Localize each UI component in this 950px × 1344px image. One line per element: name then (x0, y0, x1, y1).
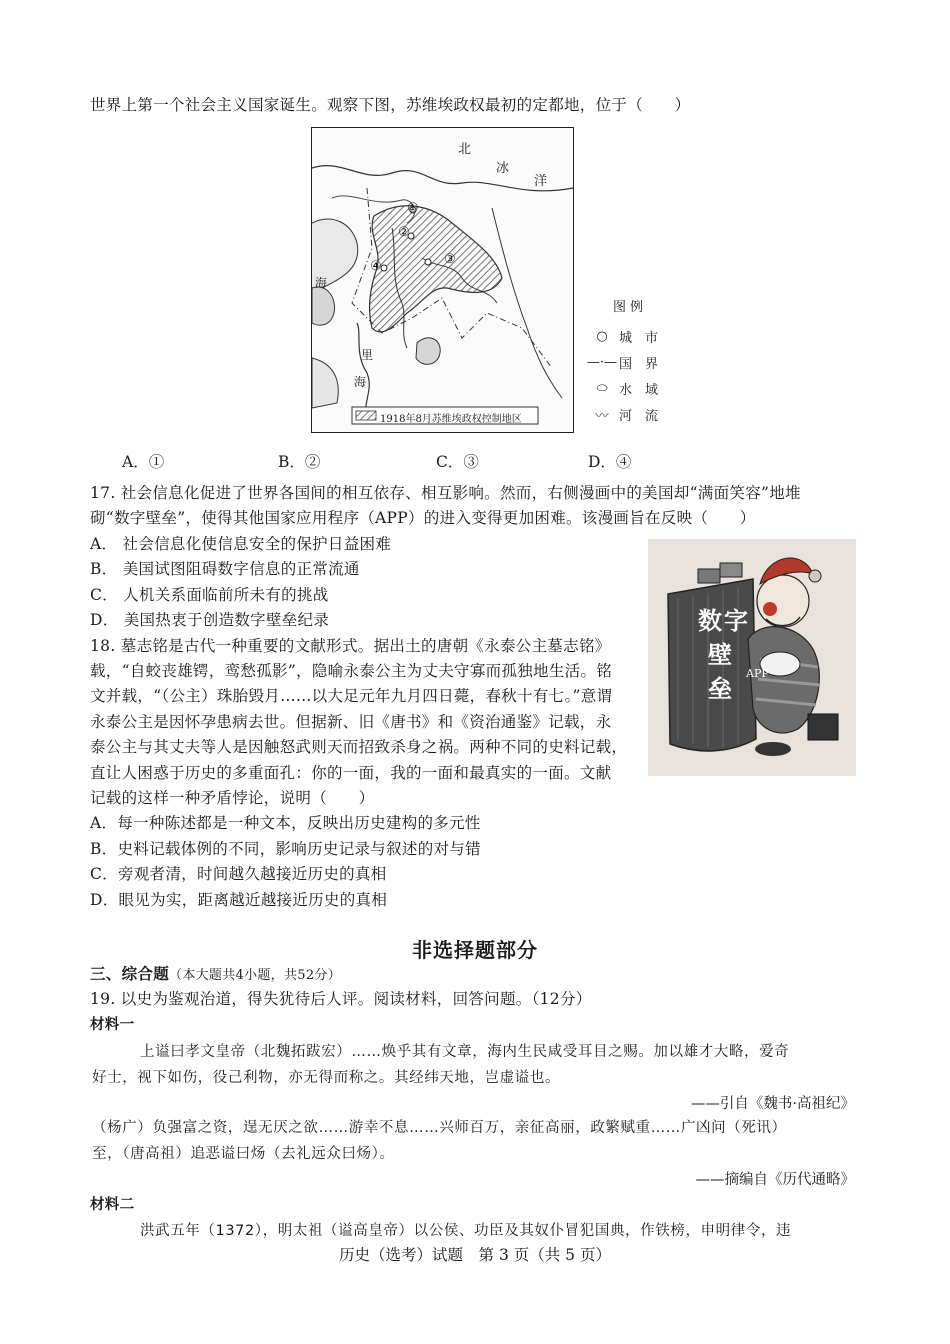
cartoon-drawing (648, 539, 856, 776)
material-1-line-4: 至，（唐高祖）追恶谥曰炀（去礼远众曰炀）。 (92, 1146, 395, 1162)
marker-1: ① (407, 201, 419, 216)
legend-row (585, 349, 675, 375)
section-heading-note: （本大题共4小题，共52分） (169, 968, 342, 983)
wall-char-2: 字 (724, 606, 748, 635)
legend-row (585, 323, 675, 349)
q17-option-d[interactable]: D． 美国热衷于创造数字壁垒纪录 (90, 611, 330, 629)
q17-option-a[interactable]: A． 社会信息化使信息安全的保护日益困难 (90, 535, 392, 553)
marker-3: ③ (444, 252, 456, 267)
q16-option-a[interactable]: A．① (122, 453, 165, 471)
q18-line-6: 直让人困惑于历史的多重面孔：你的一面，我的一面和最真实的一面。文献 (90, 764, 612, 782)
q16-stem: 世界上第一个社会主义国家诞生。观察下图，苏维埃政权最初的定都地，位于（ ） (90, 96, 691, 114)
water-icon: ⬭ (596, 380, 608, 396)
material-1-line-2: 好士，视下如伤，役己利物，亦无得而称之。其经纬天地，岂虚谥也。 (92, 1070, 561, 1086)
q17-stem-line2: 砌“数字壁垒”，使得其他国家应用程序（APP）的进入变得更加困难。该漫画旨在反映（ ） (90, 509, 756, 527)
q18-option-b[interactable]: B．史料记载体例的不同，影响历史记录与叙述的对与错 (90, 840, 481, 858)
q18-line-1: 18. 墓志铭是古代一种重要的文献形式。据出土的唐朝《永泰公主墓志铭》 (90, 637, 611, 655)
soviet-map (311, 127, 574, 433)
legend-label: 国 界 (619, 356, 659, 372)
wall-char-3: 壁 (708, 640, 732, 669)
sea-label-mid: 里 (361, 348, 374, 362)
sea-label-2: 冰 (496, 161, 510, 176)
sea-label-3: 洋 (534, 174, 548, 189)
material-1-source-2: ——摘编自《历代通略》 (695, 1172, 855, 1188)
q18-line-7: 记载的这样一种矛盾悖论，说明（ ） (90, 789, 375, 807)
q17-option-b[interactable]: B． 美国试图阻碍数字信息的正常流通 (90, 560, 360, 578)
q18-line-3: 文并载，“（公主）珠胎毁月……以大足元年九月四日薨，春秋十有七。”意谓 (90, 687, 613, 705)
section-heading (90, 962, 341, 988)
legend-row (585, 375, 675, 401)
q16-option-c[interactable]: C．③ (436, 453, 479, 471)
river-icon: 〰 (595, 408, 609, 424)
material-2-line-1: 洪武五年（1372），明太祖（谥高皇帝）以公侯、功臣及其奴仆冒犯国典，作铁榜，申明律令，违 (140, 1223, 792, 1239)
q17-stem-line1: 17. 社会信息化促进了世界各国间的相互依存、相互影响。然而，右侧漫画中的美国却“满面笑容”地堆 (90, 484, 801, 502)
q18-option-c[interactable]: C．旁观者清，时间越久越接近历史的真相 (90, 865, 387, 883)
marker-4: ④ (370, 259, 382, 274)
map-caption: 1918年8月苏维埃政权控制地区 (380, 414, 522, 425)
city-icon: ○ (596, 328, 608, 344)
q18-line-5: 泰公主与其丈夫等人是因触怒武则天而招致杀身之祸。两种不同的史料记载， (90, 738, 628, 756)
border-icon: —·— (586, 354, 618, 370)
q19-stem: 19. 以史为鉴观治道，得失犹待后人评。阅读材料，回答问题。（12分） (90, 990, 592, 1008)
legend-label: 水 域 (619, 382, 659, 398)
app-label: APP (746, 667, 769, 680)
page-footer: 历史（选考）试题 第 3 页（共 5 页） (339, 1246, 611, 1264)
q18-option-d[interactable]: D．眼见为实，距离越近越接近历史的真相 (90, 891, 388, 909)
map-legend (585, 296, 675, 427)
material-1-label: 材料一 (90, 1017, 135, 1033)
digital-wall-cartoon (648, 539, 856, 776)
sea-label-1: 北 (458, 142, 472, 157)
q18-option-a[interactable]: A．每一种陈述都是一种文本，反映出历史建构的多元性 (90, 814, 481, 832)
q16-option-d[interactable]: D．④ (588, 453, 632, 471)
section-heading-label: 三、综合题 (90, 965, 170, 983)
material-1-line-3: （杨广）负强富之资，逞无厌之欲……游幸不息……兴师百万，亲征高丽，政繁赋重……广凶问（死讯） (92, 1120, 787, 1136)
sea-label-left-bottom: 海 (354, 375, 367, 389)
wall-char-4: 垒 (708, 674, 732, 703)
q16-option-b[interactable]: B．② (278, 453, 321, 471)
legend-label: 河 流 (619, 408, 659, 424)
material-2-label: 材料二 (90, 1197, 135, 1213)
q18-line-2: 载，“自蛟丧雄锷，鸾愁孤影”，隐喻永泰公主为丈夫守寡而孤独地生活。铭 (90, 662, 613, 680)
legend-title: 图例 (612, 300, 647, 315)
material-1-line-1: 上谥曰孝文皇帝（北魏拓跋宏）……焕乎其有文章，海内生民咸受耳目之赐。加以雄才大略，爱奇 (140, 1044, 790, 1060)
wall-char-1: 数 (698, 606, 722, 635)
legend-row (585, 401, 675, 427)
q17-option-c[interactable]: C． 人机关系面临前所未有的挑战 (90, 586, 329, 604)
material-1-source: ——引自《魏书·高祖纪》 (690, 1096, 855, 1112)
section-title: 非选择题部分 (412, 938, 538, 962)
sea-label-left-top: 海 (315, 276, 328, 290)
q18-line-4: 永泰公主是因怀孕患病去世。但据新、旧《唐书》和《资治通鉴》记载，永 (90, 713, 612, 731)
legend-label: 城 市 (619, 330, 659, 346)
marker-2: ② (398, 225, 410, 240)
